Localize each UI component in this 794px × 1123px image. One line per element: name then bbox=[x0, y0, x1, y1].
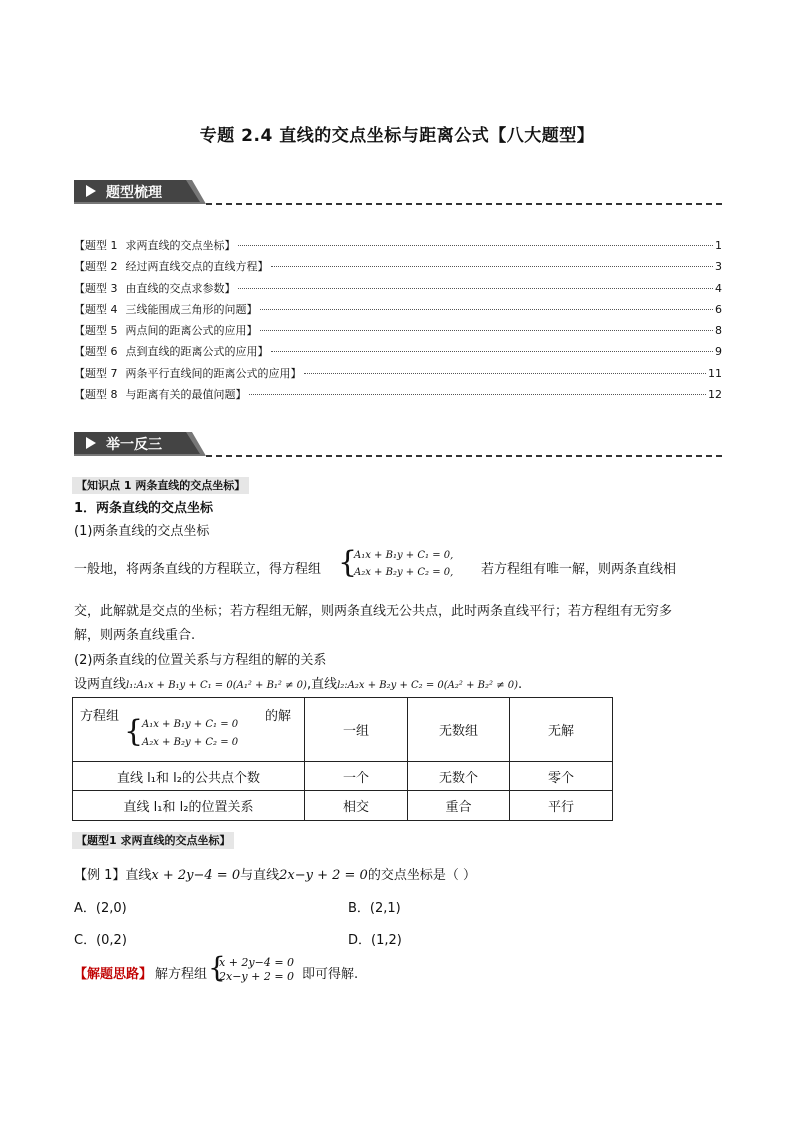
section-header-practice bbox=[0, 432, 794, 460]
solution-hint: 【解题思路】 解方程组 { x + 2y−4 = 0 2x−y + 2 = 0 即可得解. bbox=[74, 951, 359, 984]
section-divider bbox=[206, 203, 722, 205]
knowledge-heading: 1．两条直线的交点坐标 bbox=[74, 501, 214, 516]
equation-brace: { bbox=[338, 545, 358, 580]
table-cell: 无数组 bbox=[408, 698, 510, 762]
table-cell: 重合 bbox=[408, 791, 510, 821]
paragraph: 交，此解就是交点的坐标；若方程组无解，则两条直线无公共点，此时两条直线平行；若方程组有无穷多 bbox=[74, 604, 673, 619]
equation-brace: { bbox=[124, 713, 144, 749]
table-cell: 一组 bbox=[305, 698, 408, 762]
option-b[interactable]: B．(2,1) bbox=[348, 901, 401, 916]
knowledge-subheading: (1)两条直线的交点坐标 bbox=[74, 524, 210, 539]
equation-brace: { bbox=[208, 951, 226, 984]
equation-line: A₁x + B₁y + C₁ = 0 bbox=[142, 718, 239, 730]
equation-line: 2x−y + 2 = 0 bbox=[219, 970, 295, 983]
paragraph: 设两直线l₁:A₁x + B₁y + C₁ = 0(A₁² + B₁² ≠ 0),直线l₂:A₂x + B₂y + C₂ = 0(A₂² + B₂² ≠ 0). bbox=[74, 677, 523, 692]
table-of-contents bbox=[74, 237, 722, 407]
toc-entry[interactable]: 【题型 7 两条平行直线间的距离公式的应用】 11 bbox=[74, 366, 722, 380]
table-cell: 无解 bbox=[510, 698, 613, 762]
table-cell: 一个 bbox=[305, 762, 408, 791]
table-cell: 直线 l₁和 l₂的位置关系 bbox=[73, 791, 305, 821]
table-row bbox=[73, 698, 613, 762]
equation-line: x + 2y−4 = 0 bbox=[219, 956, 295, 969]
example-question: 【例 1】直线x + 2y−4 = 0与直线2x−y + 2 = 0的交点坐标是（ ） bbox=[74, 868, 476, 883]
table-cell: 无数个 bbox=[408, 762, 510, 791]
toc-entry[interactable]: 【题型 3 由直线的交点求参数】 4 bbox=[74, 281, 722, 295]
table-cell: 平行 bbox=[510, 791, 613, 821]
section-header-overview bbox=[0, 180, 794, 208]
equation-line: A₁x + B₁y + C₁ = 0, bbox=[354, 550, 454, 561]
table-cell: 方程组 { A₁x + B₁y + C₁ = 0 A₂x + B₂y + C₂ = 0 的解 bbox=[73, 698, 305, 762]
table-row bbox=[73, 791, 613, 821]
table-row bbox=[73, 762, 613, 791]
paragraph: 解，则两条直线重合. bbox=[74, 628, 196, 643]
toc-entry[interactable]: 【题型 5 两点间的距离公式的应用】 8 bbox=[74, 324, 722, 338]
table-cell: 直线 l₁和 l₂的公共点个数 bbox=[73, 762, 305, 791]
toc-entry[interactable]: 【题型 8 与距离有关的最值问题】 12 bbox=[74, 388, 722, 402]
knowledge-subheading: (2)两条直线的位置关系与方程组的解的关系 bbox=[74, 653, 327, 668]
section-label: 题型梳理 bbox=[106, 185, 162, 201]
section-divider bbox=[206, 455, 722, 457]
knowledge-point-label: 【知识点 1 两条直线的交点坐标】 bbox=[72, 477, 249, 494]
toc-entry[interactable]: 【题型 4 三线能围成三角形的问题】 6 bbox=[74, 302, 722, 316]
section-label: 举一反三 bbox=[106, 437, 162, 453]
option-a[interactable]: A．(2,0) bbox=[74, 901, 127, 916]
table-cell: 零个 bbox=[510, 762, 613, 791]
toc-entry[interactable]: 【题型 6 点到直线的距离公式的应用】 9 bbox=[74, 345, 722, 359]
table-cell: 相交 bbox=[305, 791, 408, 821]
paragraph: 一般地，将两条直线的方程联立，得方程组 { A₁x + B₁y + C₁ = 0, A₂x + B₂y + C₂ = 0, 若方程组有唯一解，则两条直线相 bbox=[74, 545, 677, 580]
toc-entry[interactable]: 【题型 2 经过两直线交点的直线方程】 3 bbox=[74, 260, 722, 274]
equation-line: A₂x + B₂y + C₂ = 0 bbox=[142, 736, 239, 748]
equation-line: A₂x + B₂y + C₂ = 0, bbox=[354, 567, 454, 578]
toc-entry[interactable]: 【题型 1 求两直线的交点坐标】 1 bbox=[74, 239, 722, 252]
problem-type-label: 【题型1 求两直线的交点坐标】 bbox=[72, 832, 234, 849]
option-c[interactable]: C．(0,2) bbox=[74, 933, 127, 948]
page-title: 专题 2.4 直线的交点坐标与距离公式【八大题型】 bbox=[199, 126, 595, 146]
relationship-table bbox=[72, 697, 613, 821]
option-d[interactable]: D．(1,2) bbox=[348, 933, 402, 948]
